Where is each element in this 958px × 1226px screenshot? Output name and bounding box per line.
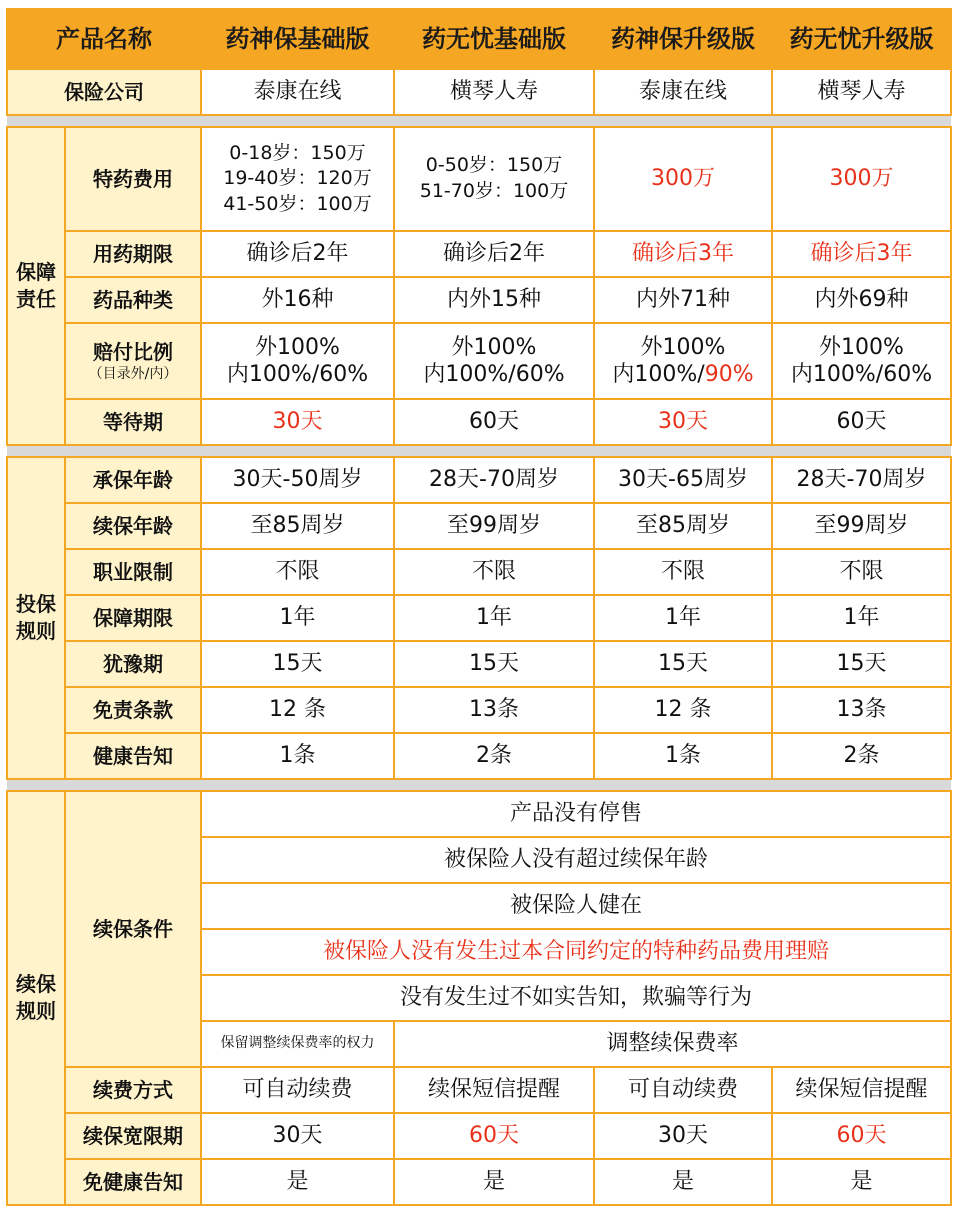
renew-condition-item: 被保险人没有超过续保年龄	[201, 837, 951, 883]
header-product-name: 产品名称	[7, 9, 201, 69]
no-health-row	[7, 1159, 951, 1205]
rule-value: 2条	[772, 733, 951, 779]
drug-types-value: 内外15种	[394, 277, 594, 323]
ratio-label-cell	[65, 323, 201, 399]
pay-method-value: 可自动续费	[201, 1067, 394, 1113]
comparison-table-wrapper	[6, 8, 950, 1206]
rule-label: 健康告知	[65, 733, 201, 779]
ratio-line: 外100%	[255, 334, 340, 360]
header-row	[7, 9, 951, 69]
special-drug-label: 特药费用	[65, 127, 201, 231]
ratio-value-4	[772, 323, 951, 399]
rule-value: 30天-50周岁	[201, 457, 394, 503]
drug-types-value: 外16种	[201, 277, 394, 323]
special-drug-line: 0-50岁：150万	[425, 154, 563, 177]
rule-value: 15天	[394, 641, 594, 687]
rule-value: 1年	[594, 595, 772, 641]
ratio-line: 外100%	[640, 334, 726, 360]
rule-row	[7, 503, 951, 549]
rule-value: 2条	[394, 733, 594, 779]
company-row	[7, 69, 951, 115]
waiting-value: 30天	[594, 399, 772, 445]
company-value: 泰康在线	[594, 69, 772, 115]
drug-types-value: 内外71种	[594, 277, 772, 323]
rule-label: 保障期限	[65, 595, 201, 641]
section-title-line: 责任	[16, 287, 56, 311]
no-health-label: 免健康告知	[65, 1159, 201, 1205]
period-label: 用药期限	[65, 231, 201, 277]
pay-method-value: 续保短信提醒	[772, 1067, 951, 1113]
ratio-line-part-highlight: 90%	[704, 362, 754, 387]
special-drug-value-2	[394, 127, 594, 231]
renew-rate-left-note: 保留调整续保费率的权力	[201, 1021, 394, 1067]
special-drug-value-1	[201, 127, 394, 231]
rule-row	[7, 733, 951, 779]
grace-label: 续保宽限期	[65, 1113, 201, 1159]
header-product-2: 药无忧基础版	[394, 9, 594, 69]
separator-bar	[7, 779, 951, 791]
renew-condition-row	[7, 791, 951, 837]
special-drug-line: 19-40岁：120万	[223, 167, 372, 190]
special-drug-line: 0-18岁：150万	[229, 141, 366, 164]
rule-value: 15天	[201, 641, 394, 687]
section-title-line: 规则	[16, 619, 56, 643]
rule-label: 承保年龄	[65, 457, 201, 503]
rule-value: 15天	[594, 641, 772, 687]
rule-value: 不限	[394, 549, 594, 595]
rule-value: 12 条	[594, 687, 772, 733]
pay-method-value: 可自动续费	[594, 1067, 772, 1113]
ratio-line: 内100%/60%	[423, 362, 565, 387]
special-drug-line: 41-50岁：100万	[223, 192, 372, 215]
grace-value: 60天	[394, 1113, 594, 1159]
grace-value: 60天	[772, 1113, 951, 1159]
section-renewal-title	[7, 791, 65, 1205]
rule-label: 免责条款	[65, 687, 201, 733]
rule-row	[7, 641, 951, 687]
rule-value: 13条	[772, 687, 951, 733]
rule-row	[7, 595, 951, 641]
renew-rate-right-note: 调整续保费率	[394, 1021, 951, 1067]
header-product-1: 药神保基础版	[201, 9, 394, 69]
header-product-4: 药无忧升级版	[772, 9, 951, 69]
special-drug-value-4: 300万	[772, 127, 951, 231]
rule-value: 1条	[594, 733, 772, 779]
rule-value: 1年	[201, 595, 394, 641]
renew-condition-label: 续保条件	[65, 791, 201, 1067]
pay-method-label: 续费方式	[65, 1067, 201, 1113]
waiting-row	[7, 399, 951, 445]
rule-label: 续保年龄	[65, 503, 201, 549]
ratio-line-part: 内100%/	[612, 362, 705, 387]
rule-value: 至99周岁	[394, 503, 594, 549]
section-separator	[7, 779, 951, 791]
grace-row	[7, 1113, 951, 1159]
rule-value: 不限	[201, 549, 394, 595]
section-rules-title	[7, 457, 65, 779]
ratio-line-composite	[595, 361, 771, 389]
header-product-3: 药神保升级版	[594, 9, 772, 69]
drug-types-value: 内外69种	[772, 277, 951, 323]
rule-value: 13条	[394, 687, 594, 733]
section-title-line: 投保	[16, 592, 56, 616]
rule-value: 至85周岁	[594, 503, 772, 549]
waiting-value: 60天	[772, 399, 951, 445]
company-value: 横琴人寿	[394, 69, 594, 115]
no-health-value: 是	[772, 1159, 951, 1205]
period-value: 确诊后3年	[594, 231, 772, 277]
drug-types-label: 药品种类	[65, 277, 201, 323]
section-title-line: 续保	[16, 972, 56, 996]
rule-value: 12 条	[201, 687, 394, 733]
special-drug-value-3: 300万	[594, 127, 772, 231]
rule-value: 1条	[201, 733, 394, 779]
ratio-value-2	[394, 323, 594, 399]
rule-row	[7, 687, 951, 733]
pay-method-row	[7, 1067, 951, 1113]
special-drug-row	[7, 127, 951, 231]
ratio-note: （目录外/内）	[88, 365, 178, 382]
ratio-line: 内100%/60%	[226, 362, 369, 387]
waiting-value: 60天	[394, 399, 594, 445]
special-drug-line: 51-70岁：100万	[419, 180, 569, 202]
separator-bar	[7, 445, 951, 457]
no-health-value: 是	[394, 1159, 594, 1205]
ratio-line: 内100%/60%	[790, 362, 933, 387]
rule-row	[7, 457, 951, 503]
company-value: 横琴人寿	[772, 69, 951, 115]
rule-value: 不限	[772, 549, 951, 595]
separator-bar	[7, 115, 951, 127]
ratio-row	[7, 323, 951, 399]
rule-value: 不限	[594, 549, 772, 595]
company-value: 泰康在线	[201, 69, 394, 115]
product-comparison-table	[6, 8, 952, 1206]
no-health-value: 是	[201, 1159, 394, 1205]
rule-label: 犹豫期	[65, 641, 201, 687]
waiting-label: 等待期	[65, 399, 201, 445]
ratio-line: 外100%	[819, 334, 904, 360]
rule-row	[7, 549, 951, 595]
waiting-value: 30天	[201, 399, 394, 445]
rule-label: 职业限制	[65, 549, 201, 595]
section-title-line: 规则	[16, 999, 56, 1023]
ratio-label: 赔付比例	[93, 339, 173, 364]
section-coverage-title	[7, 127, 65, 445]
pay-method-value: 续保短信提醒	[394, 1067, 594, 1113]
ratio-line: 外100%	[451, 334, 537, 360]
period-value: 确诊后2年	[201, 231, 394, 277]
drug-types-row	[7, 277, 951, 323]
company-label: 保险公司	[7, 69, 201, 115]
period-row	[7, 231, 951, 277]
rule-value: 1年	[394, 595, 594, 641]
period-value: 确诊后2年	[394, 231, 594, 277]
grace-value: 30天	[594, 1113, 772, 1159]
period-value: 确诊后3年	[772, 231, 951, 277]
grace-value: 30天	[201, 1113, 394, 1159]
renew-condition-item: 没有发生过不如实告知，欺骗等行为	[201, 975, 951, 1021]
rule-value: 至85周岁	[201, 503, 394, 549]
section-title-line: 保障	[16, 260, 56, 284]
renew-condition-item: 产品没有停售	[201, 791, 951, 837]
section-separator	[7, 115, 951, 127]
ratio-value-1	[201, 323, 394, 399]
rule-value: 至99周岁	[772, 503, 951, 549]
rule-value: 15天	[772, 641, 951, 687]
renew-condition-item-highlight: 被保险人没有发生过本合同约定的特种药品费用理赔	[201, 929, 951, 975]
rule-value: 28天-70周岁	[772, 457, 951, 503]
rule-value: 1年	[772, 595, 951, 641]
rule-value: 30天-65周岁	[594, 457, 772, 503]
section-separator	[7, 445, 951, 457]
no-health-value: 是	[594, 1159, 772, 1205]
ratio-value-3	[594, 323, 772, 399]
renew-condition-item: 被保险人健在	[201, 883, 951, 929]
rule-value: 28天-70周岁	[394, 457, 594, 503]
